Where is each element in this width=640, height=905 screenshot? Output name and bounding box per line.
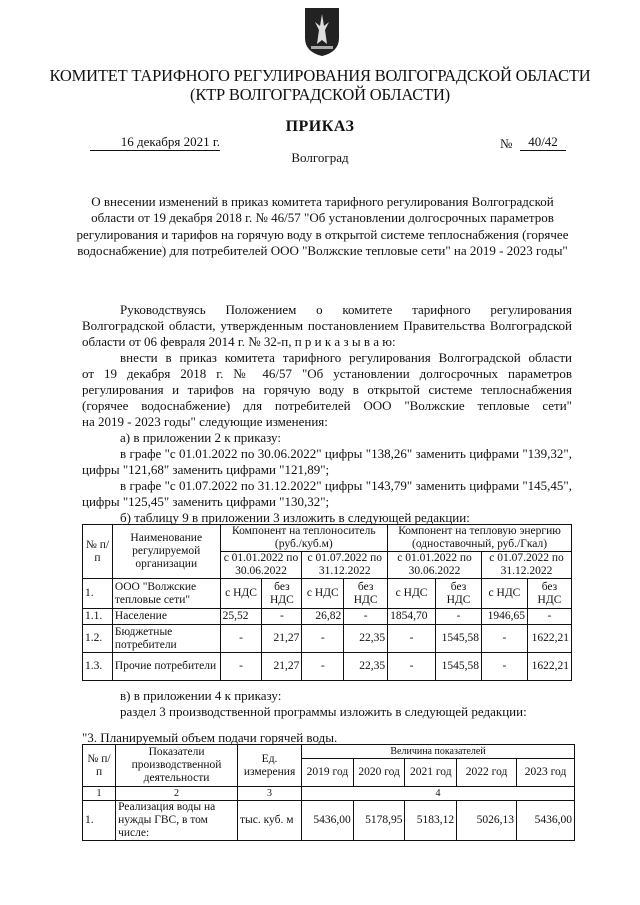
cell: с НДС xyxy=(220,579,262,609)
cell: 22,35 xyxy=(344,653,388,681)
col-header-heat: Компонент на тепловую энергию (одноставочный, руб./Гкал) xyxy=(388,525,572,552)
body-line: раздел 3 производственной программы изложить в следующей редакции: xyxy=(120,704,527,719)
cell: с НДС xyxy=(388,579,436,609)
doc-number-label: № xyxy=(500,136,513,151)
cell-num: 1.2. xyxy=(83,625,113,653)
col-header-period: с 01.07.2022 по 31.12.2022 xyxy=(481,552,571,579)
cell: 1854,70 xyxy=(388,609,436,625)
cell-num: 1.1. xyxy=(83,609,113,625)
cell: 1545,58 xyxy=(436,653,482,681)
body-line: Волгоградской области, утвержденным постановлением Правительства Волгоградской xyxy=(82,318,572,333)
col-header-year: 2019 год xyxy=(302,759,354,787)
cell: 5026,13 xyxy=(457,801,517,841)
cell: с НДС xyxy=(302,579,344,609)
doc-title: ПРИКАЗ xyxy=(285,118,355,135)
cell: 21,27 xyxy=(262,625,302,653)
cell-indicator: Реализация воды на нужды ГВС, в том числе: xyxy=(116,801,238,841)
body-line: цифры "121,68" заменить цифрами "121,89"; xyxy=(82,462,330,477)
col-header-year: 2023 год xyxy=(517,759,575,787)
cell: - xyxy=(527,609,571,625)
body-line: в) в приложении 4 к приказу: xyxy=(120,688,282,703)
col-header-year: 2022 год xyxy=(457,759,517,787)
cell: - xyxy=(262,609,302,625)
table-row xyxy=(83,625,572,653)
cell: 22,35 xyxy=(344,625,388,653)
cell: - xyxy=(388,653,436,681)
doc-date: 16 декабря 2021 г. xyxy=(90,134,220,151)
cell: без НДС xyxy=(527,579,571,609)
cell: - xyxy=(344,609,388,625)
body-line: внести в приказ комитета тарифного регулирования Волгоградской области xyxy=(120,350,572,365)
col-number: 3 xyxy=(238,787,302,801)
cell: без НДС xyxy=(344,579,388,609)
col-header-values: Величина показателей xyxy=(302,745,575,759)
col-header-num: № п/п xyxy=(83,525,113,579)
body-line: в графе "с 01.01.2022 по 30.06.2022" цифры "138,26" заменить цифрами "139,32", xyxy=(120,446,572,461)
cell: 26,82 xyxy=(302,609,344,625)
cell: без НДС xyxy=(436,579,482,609)
cell: 5436,00 xyxy=(517,801,575,841)
cell: без НДС xyxy=(262,579,302,609)
body-line: от 19 декабря 2018 г. № 46/57 "Об установлении долгосрочных параметров xyxy=(82,366,572,381)
body-line: цифры "125,45" заменить цифрами "130,32"; xyxy=(82,494,330,509)
col-number: 1 xyxy=(83,787,116,801)
cell: 5183,12 xyxy=(405,801,457,841)
body-line: регулирования и тарифов на горячую воду в открытой системе теплоснабжения xyxy=(82,382,572,397)
table-row xyxy=(83,801,575,841)
cell: - xyxy=(302,625,344,653)
cell: 5436,00 xyxy=(302,801,354,841)
col-number: 4 xyxy=(302,787,575,801)
cell: - xyxy=(302,653,344,681)
doc-city: Волгоград xyxy=(291,150,349,165)
cell: 1622,21 xyxy=(527,653,571,681)
cell: 1622,21 xyxy=(527,625,571,653)
cell-num: 1. xyxy=(83,801,116,841)
body-line: области от 06 февраля 2014 г. № 32-п, п р и к а з ы в а ю: xyxy=(82,334,396,349)
col-header-year: 2020 год xyxy=(353,759,405,787)
body-line: в графе "с 01.07.2022 по 31.12.2022" цифры "143,79" заменить цифрами "145,45", xyxy=(120,478,572,493)
cell-org: Население xyxy=(112,609,220,625)
body-line: Руководствуясь Положением о комитете тарифного регулирования xyxy=(120,302,572,317)
col-header-org: Наименование регулируемой организации xyxy=(112,525,220,579)
cell: 1946,65 xyxy=(481,609,527,625)
org-name: КОМИТЕТ ТАРИФНОГО РЕГУЛИРОВАНИЯ ВОЛГОГРАДСКОЙ ОБЛАСТИ xyxy=(49,66,591,85)
cell: - xyxy=(436,609,482,625)
body-line: (горячее водоснабжение) для потребителей ООО "Волжские тепловые сети" xyxy=(82,398,572,413)
col-number: 2 xyxy=(116,787,238,801)
cell-org: Бюджетные потребители xyxy=(112,625,220,653)
body-line: а) в приложении 2 к приказу: xyxy=(120,430,281,445)
cell-org: Прочие потребители xyxy=(112,653,220,681)
cell-num: 1.3. xyxy=(83,653,113,681)
table-row xyxy=(83,653,572,681)
col-header-period: с 01.01.2022 по 30.06.2022 xyxy=(220,552,302,579)
doc-subject: О внесении изменений в приказ комитета тарифного регулирования Волгоградской области от 19 декабря 2018 г. № 46/57 "Об установлении долгосрочных параметров регулирования и тарифов на горячую воду в открытой системе теплоснабжения (горячее водоснабжение) для потребителей ООО "Волжские тепловые сети" на 2019 - 2023 годы" xyxy=(76,194,569,258)
org-short-name: (КТР ВОЛГОГРАДСКОЙ ОБЛАСТИ) xyxy=(190,85,450,104)
body-line: на 2019 - 2023 годы" следующие изменения: xyxy=(82,414,328,429)
col-header-period: с 01.01.2022 по 30.06.2022 xyxy=(388,552,482,579)
cell-unit: тыс. куб. м xyxy=(238,801,302,841)
col-header-year: 2021 год xyxy=(405,759,457,787)
section-heading: "3. Планируемый объем подачи горячей воды. xyxy=(82,730,338,745)
col-header-indicator: Показатели производственной деятельности xyxy=(116,745,238,787)
cell: - xyxy=(388,625,436,653)
cell: с НДС xyxy=(481,579,527,609)
cell-num: 1. xyxy=(83,579,113,609)
col-header-period: с 01.07.2022 по 31.12.2022 xyxy=(302,552,388,579)
doc-number: 40/42 xyxy=(520,134,566,151)
body-line: б) таблицу 9 в приложении 3 изложить в следующей редакции: xyxy=(120,510,470,525)
col-header-unit: Ед. измерения xyxy=(238,745,302,787)
volume-table xyxy=(82,744,575,841)
col-header-num: № п/п xyxy=(83,745,116,787)
cell: 5178,95 xyxy=(353,801,405,841)
cell: - xyxy=(220,625,262,653)
tariff-table xyxy=(82,524,572,681)
cell-org: ООО "Волжские тепловые сети" xyxy=(112,579,220,609)
cell: 25,52 xyxy=(220,609,262,625)
cell: - xyxy=(481,653,527,681)
cell: - xyxy=(220,653,262,681)
cell: - xyxy=(481,625,527,653)
cell: 1545,58 xyxy=(436,625,482,653)
table-row xyxy=(83,579,572,609)
table-row xyxy=(83,609,572,625)
coat-of-arms-icon xyxy=(303,6,341,58)
cell: 21,27 xyxy=(262,653,302,681)
col-header-coolant: Компонент на теплоноситель (руб./куб.м) xyxy=(220,525,388,552)
